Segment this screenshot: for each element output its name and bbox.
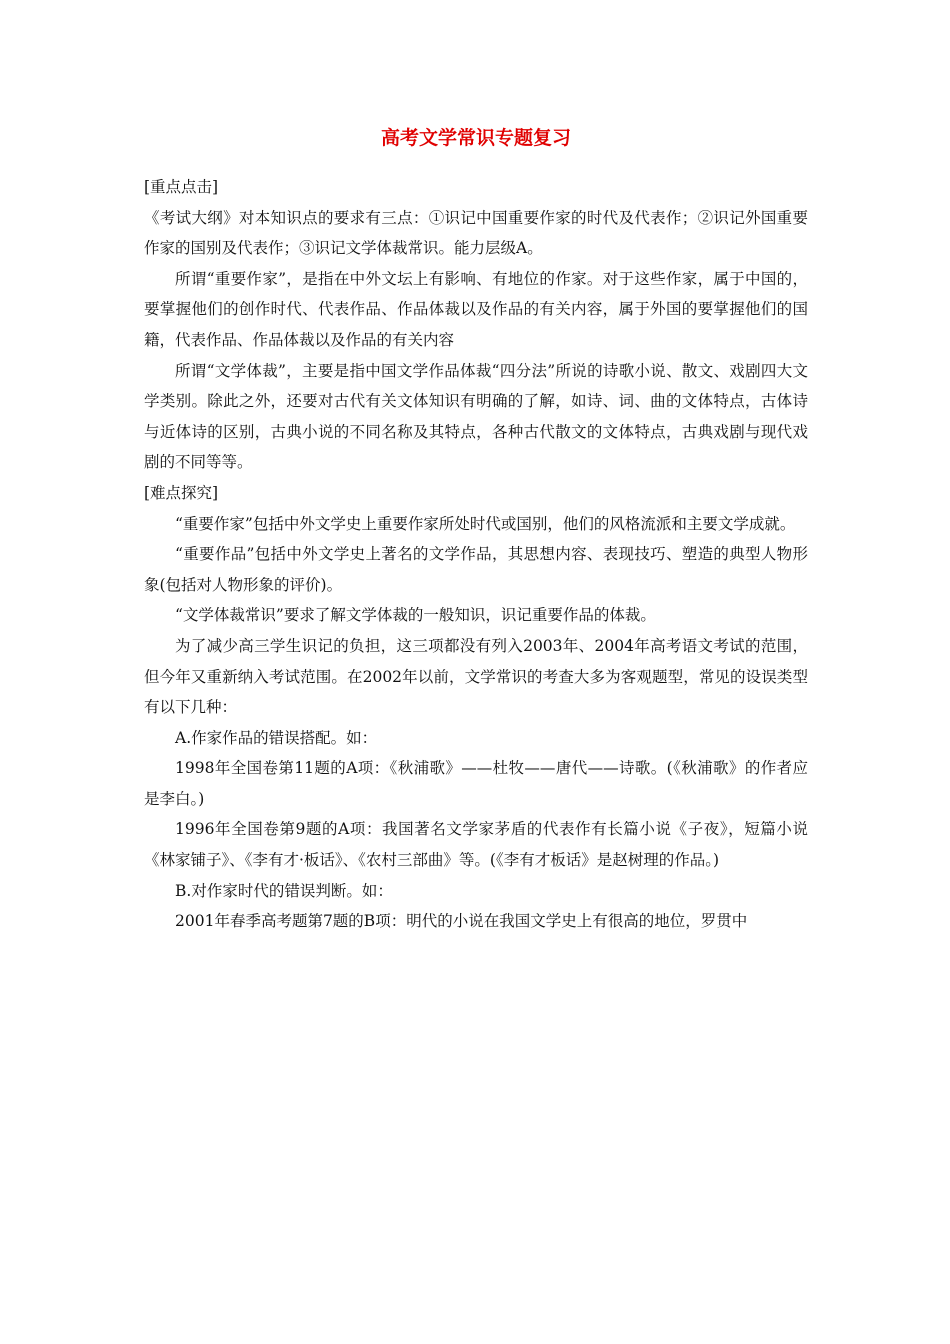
paragraph: B.对作家时代的错误判断。如：: [175, 881, 393, 900]
document-page: [144, 118, 808, 937]
document-body: [144, 172, 808, 937]
paragraph: “重要作家”包括中外文学史上重要作家所处时代或国别，他们的风格流派和主要文学成就。: [175, 514, 796, 533]
paragraph: A.作家作品的错误搭配。如：: [175, 728, 378, 747]
paragraph: [重点点击]: [144, 178, 219, 196]
paragraph: 1998年全国卷第11题的A项：《秋浦歌》——杜牧——唐代——诗歌。(《秋浦歌》的作者应是李白。): [144, 759, 808, 808]
paragraph: 所谓“重要作家”，是指在中外文坛上有影响、有地位的作家。对于这些作家，属于中国的，要掌握他们的创作时代、代表作品、作品体裁以及作品的有关内容，属于外国的要掌握他们的国籍，代表作品、作品体裁以及作品的有关内容: [144, 269, 808, 349]
paragraph: 2001年春季高考题第7题的B项：明代的小说在我国文学史上有很高的地位，罗贯中: [175, 912, 748, 931]
paragraph: 为了减少高三学生识记的负担，这三项都没有列入2003年、2004年高考语文考试的范围，但今年又重新纳入考试范围。在2002年以前，文学常识的考查大多为客观题型，常见的设误类型有以下几种：: [144, 636, 808, 717]
paragraph: “文学体裁常识”要求了解文学体裁的一般知识，识记重要作品的体裁。: [175, 606, 656, 625]
document-title: 高考文学常识专题复习: [380, 127, 571, 149]
paragraph: 《考试大纲》对本知识点的要求有三点：①识记中国重要作家的时代及代表作；②识记外国重要作家的国别及代表作；③识记文学体裁常识。能力层级A。: [144, 208, 808, 258]
paragraph: 所谓“文学体裁”，主要是指中国文学作品体裁“四分法”所说的诗歌小说、散文、戏剧四大文学类别。除此之外，还要对古代有关文体知识有明确的了解，如诗、词、曲的文体特点，古体诗与近体诗的区别，古典小说的不同名称及其特点，各种古代散文的文体特点，古典戏剧与现代戏剧的不同等等。: [144, 361, 808, 472]
paragraph: [难点探究]: [144, 483, 219, 502]
paragraph: 1996年全国卷第9题的A项：我国著名文学家茅盾的代表作有长篇小说《子夜》，短篇小说《林家铺子》、《李有才·板话》、《农村三部曲》等。(《李有才板话》是赵树理的作品。): [144, 820, 808, 870]
paragraph: “重要作品”包括中外文学史上著名的文学作品，其思想内容、表现技巧、塑造的典型人物形象(包括对人物形象的评价)。: [144, 545, 808, 594]
